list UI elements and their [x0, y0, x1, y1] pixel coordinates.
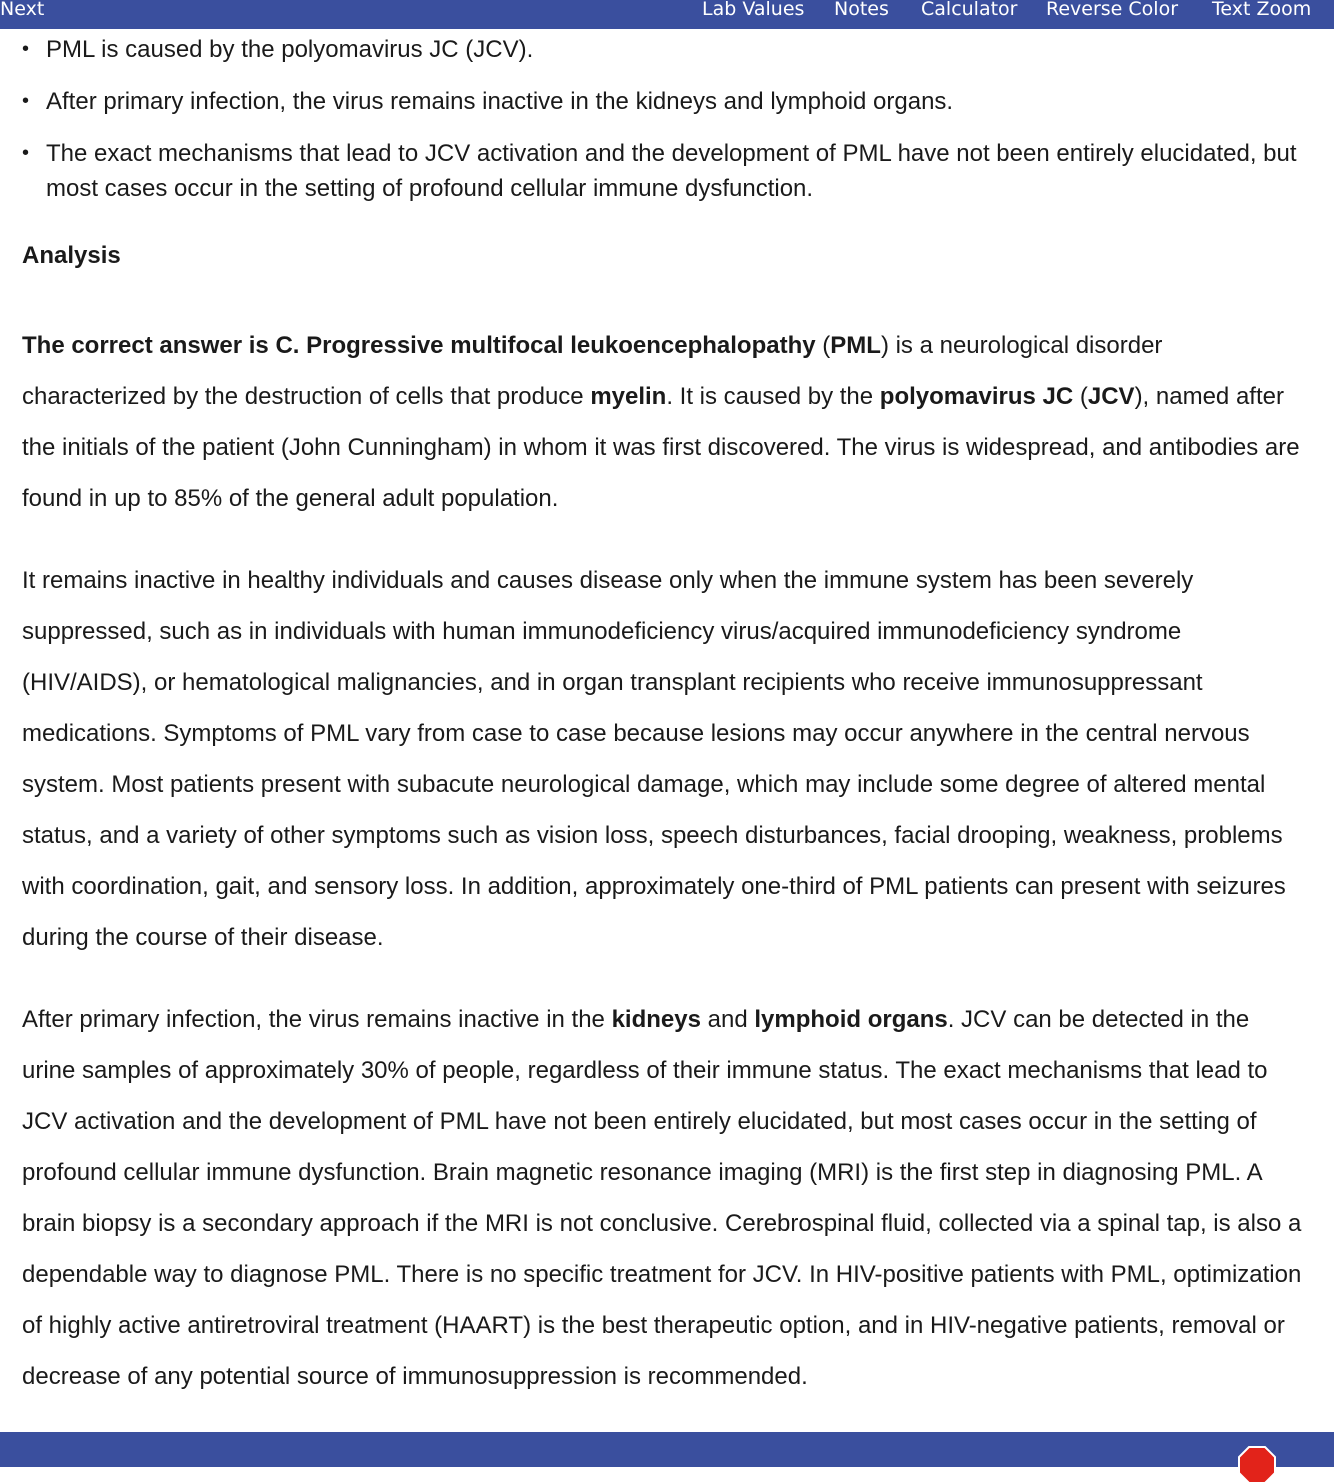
analysis-paragraph-1: The correct answer is C. Progressive multifocal leukoencephalopathy (PML) is a neurological disorder characterized by the destruction of cells that produce myelin. It is caused by the polyomavirus JC (JCV), named after the initials of the patient (John Cunningham) in whom it was first discovered. The virus is widespread, and antibodies are found in up to 85% of the general adult population. — [22, 332, 1300, 512]
explanation-content — [22, 32, 1302, 1402]
calculator-button[interactable]: Calculator — [921, 0, 1018, 20]
correct-answer-text: The correct answer is C. Progressive multifocal leukoencephalopathy — [22, 332, 816, 359]
next-button[interactable]: Next — [0, 0, 45, 20]
analysis-paragraph-2: It remains inactive in healthy individuals and causes disease only when the immune system has been severely suppressed, such as in individuals with human immunodeficiency virus/acquired immunodeficiency syndrome (HIV/AIDS), or hematological malignancies, and in organ transplant recipients who receive immunosuppressant medications. Symptoms of PML vary from case to case because lesions may occur anywhere in the central nervous system. Most patients present with subacute neurological damage, which may include some degree of altered mental status, and a variety of other symptoms such as vision loss, speech disturbances, facial drooping, weakness, problems with coordination, gait, and sensory loss. In addition, approximately one-third of PML patients can present with seizures during the course of their disease. — [22, 567, 1286, 951]
text-zoom-button[interactable]: Text Zoom — [1212, 0, 1312, 20]
analysis-paragraph-3: After primary infection, the virus remains inactive in the kidneys and lymphoid organs. JCV can be detected in the urine samples of approximately 30% of people, regardless of their immune status. The exact mechanisms that lead to JCV activation and the development of PML have not been entirely elucidated, but most cases occur in the setting of profound cellular immune dysfunction. Brain magnetic resonance imaging (MRI) is the first step in diagnosing PML. A brain biopsy is a secondary approach if the MRI is not conclusive. Cerebrospinal fluid, collected via a spinal tap, is also a dependable way to diagnose PML. There is no specific treatment for JCV. In HIV-positive patients with PML, optimization of highly active antiretroviral treatment (HAART) is the best therapeutic option, and in HIV-negative patients, removal or decrease of any potential source of immunosuppression is recommended. — [22, 1006, 1302, 1390]
lab-values-button[interactable]: Lab Values — [702, 0, 805, 20]
list-item: • After primary infection, the virus remains inactive in the kidneys and lymphoid organs. — [22, 84, 1302, 119]
summary-bullet-list — [22, 32, 1302, 206]
reverse-color-button[interactable]: Reverse Color — [1046, 0, 1179, 20]
list-item: • The exact mechanisms that lead to JCV activation and the development of PML have not been entirely elucidated, but most cases occur in the setting of profound cellular immune dysfunction. — [22, 136, 1302, 206]
top-toolbar — [0, 0, 1334, 29]
analysis-heading: Analysis — [22, 242, 121, 269]
bottom-toolbar — [0, 1432, 1334, 1467]
stop-icon[interactable] — [1238, 1446, 1276, 1484]
list-item: • PML is caused by the polyomavirus JC (JCV). — [22, 32, 1302, 67]
notes-button[interactable]: Notes — [834, 0, 889, 20]
